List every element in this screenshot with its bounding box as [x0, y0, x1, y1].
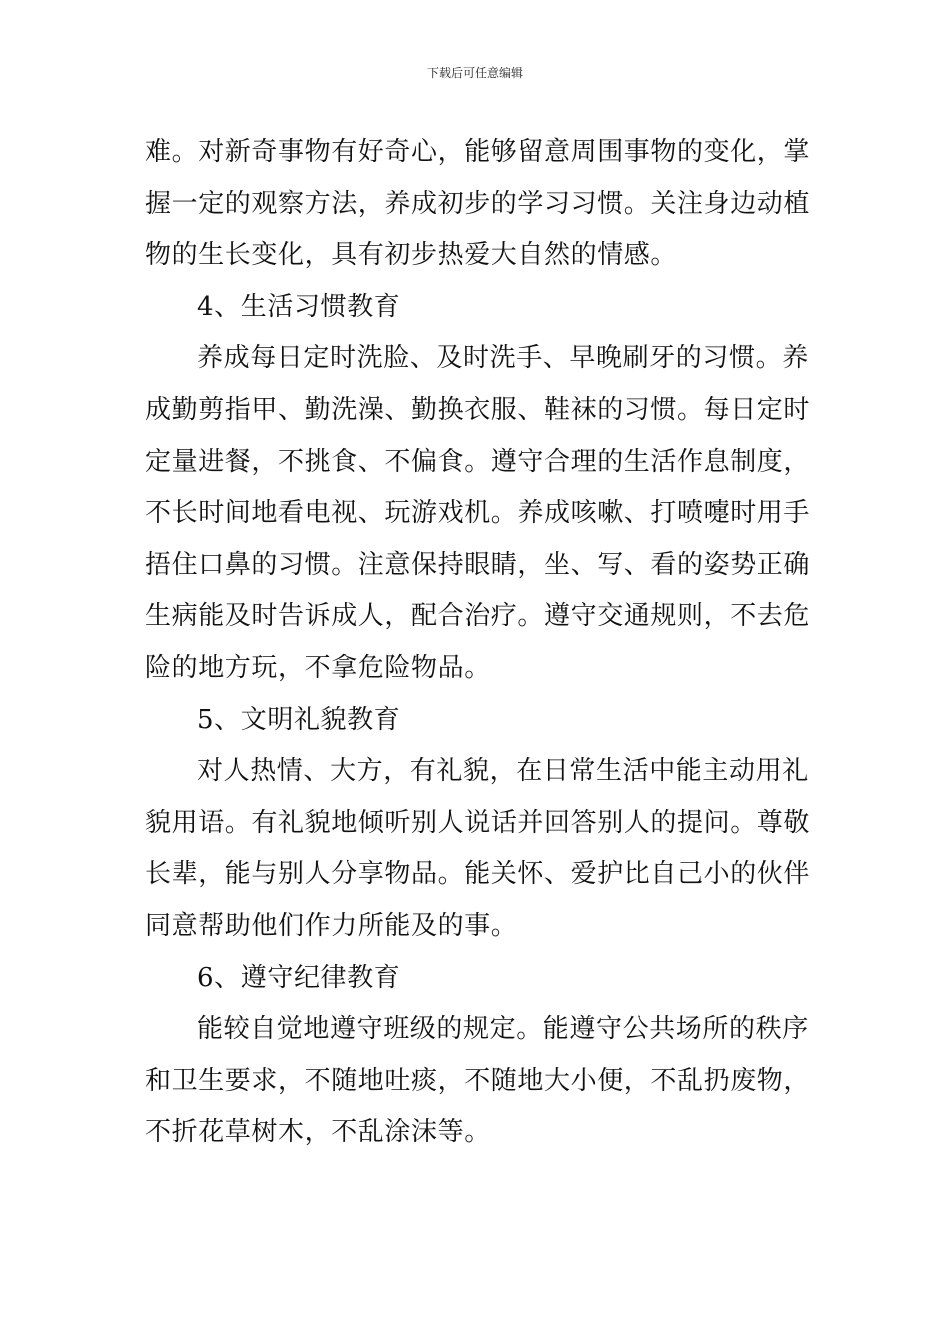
body-line: 能较自觉地遵守班级的规定。能遵守公共场所的秩序: [197, 1014, 809, 1045]
body-line: 成勤剪指甲、勤洗澡、勤换衣服、鞋袜的习惯。每日定时: [145, 394, 811, 425]
body-line: 貌用语。有礼貌地倾听别人说话并回答别人的提问。尊敬: [145, 807, 811, 838]
body-line: 同意帮助他们作力所能及的事。: [145, 910, 518, 941]
body-line: 和卫生要求，不随地吐痰，不随地大小便，不乱扔废物，: [145, 1065, 811, 1096]
body-line: 难。对新奇事物有好奇心，能够留意周围事物的变化，掌: [145, 137, 811, 167]
body-line: 捂住口鼻的习惯。注意保持眼睛，坐、写、看的姿势正确: [145, 549, 811, 580]
document-body: [145, 127, 809, 1159]
body-line: 定量进餐，不挑食、不偏食。遵守合理的生活作息制度，: [145, 446, 811, 477]
page-header-note: 下载后可任意编辑: [426, 66, 523, 80]
body-line: 养成每日定时洗脸、及时洗手、早晚刷牙的习惯。养: [197, 343, 809, 374]
body-line: 握一定的观察方法，养成初步的学习习惯。关注身边动植: [145, 188, 811, 219]
section-heading-living-habits: 4、生活习惯教育: [197, 291, 401, 322]
body-line: 物的生长变化，具有初步热爱大自然的情感。: [145, 240, 678, 271]
body-line: 生病能及时告诉成人，配合治疗。遵守交通规则，不去危: [145, 601, 811, 632]
body-line: 长辈，能与别人分享物品。能关怀、爱护比自己小的伙伴: [145, 859, 811, 890]
body-line: 不折花草树木，不乱涂沫等。: [145, 1117, 491, 1148]
section-heading-discipline: 6、遵守纪律教育: [197, 962, 401, 993]
section-heading-courtesy: 5、文明礼貌教育: [197, 704, 401, 735]
body-line: 险的地方玩，不拿危险物品。: [145, 652, 491, 683]
body-line: 不长时间地看电视、玩游戏机。养成咳嗽、打喷嚏时用手: [145, 498, 811, 529]
body-line: 对人热情、大方，有礼貌，在日常生活中能主动用礼: [197, 756, 809, 787]
